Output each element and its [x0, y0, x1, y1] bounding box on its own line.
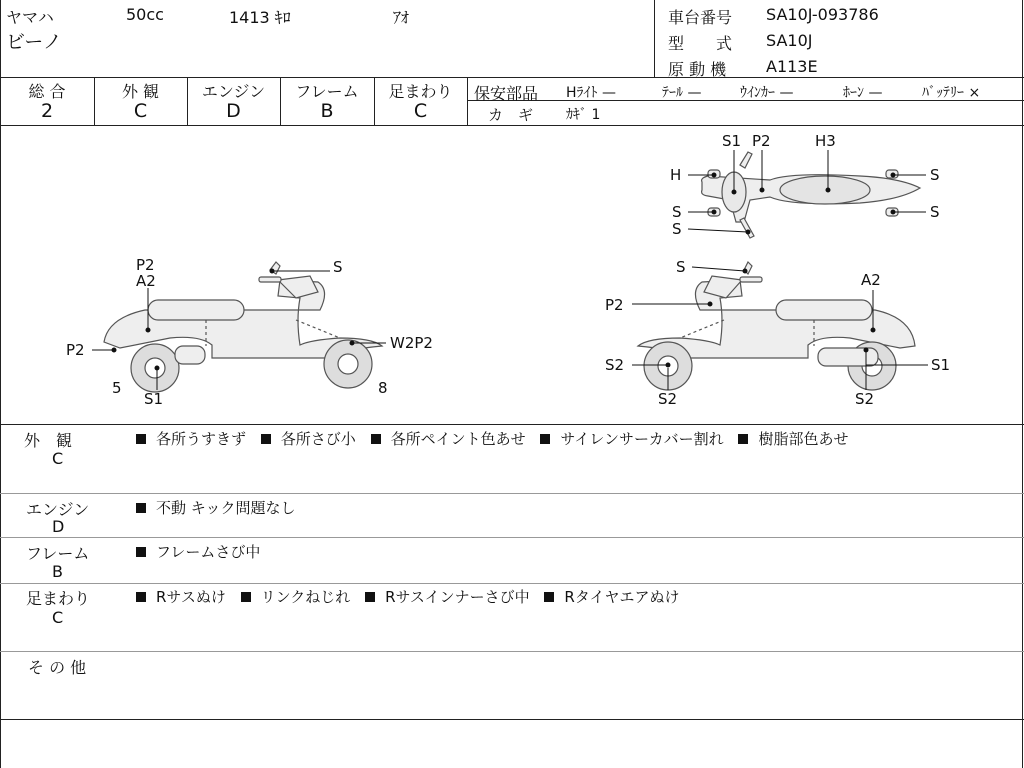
safety-headlight: Hﾗｲﾄ —	[566, 85, 616, 101]
note-title-engine: エンジン	[26, 500, 90, 519]
label-right-a2: A2	[861, 271, 881, 289]
label-top-s-right-top: S	[930, 166, 940, 184]
safety-winker: ｳｲﾝｶｰ —	[740, 85, 794, 101]
grade-value-overall: 2	[40, 100, 54, 122]
bullet-icon	[136, 592, 146, 602]
label-right-s2-bot-left: S2	[658, 390, 678, 408]
label-left-p2-top: P2	[136, 256, 155, 274]
scooter-diagram	[0, 126, 1024, 424]
grade-value-exterior: C	[133, 100, 148, 122]
safety-horn: ﾎｰﾝ —	[843, 85, 883, 101]
grade-label-suspension: 足まわり	[388, 82, 453, 101]
bullet-icon	[136, 434, 146, 444]
note-grade-engine: D	[52, 517, 65, 536]
mileage: 1413 ｷﾛ	[229, 8, 291, 27]
divider-note-2	[0, 537, 1024, 538]
grade-label-frame: フレーム	[295, 82, 359, 101]
grade-divider-5	[467, 77, 468, 126]
engine-value: A113E	[766, 57, 818, 76]
bullet-icon	[136, 503, 146, 513]
bullet-icon	[241, 592, 251, 602]
safety-battery: ﾊﾞｯﾃﾘｰ ×	[922, 85, 981, 101]
displacement: 50cc	[126, 5, 164, 24]
label-left-s: S	[333, 258, 343, 276]
frame-no-label: 車台番号	[668, 8, 733, 27]
label-top-p2: P2	[752, 132, 771, 150]
note-grade-frame: B	[52, 562, 63, 581]
label-left-5: 5	[112, 379, 122, 397]
note-items-frame: フレームさび中	[136, 541, 270, 562]
label-right-s1: S1	[931, 356, 951, 374]
bullet-icon	[261, 434, 271, 444]
note-grade-suspension: C	[52, 608, 64, 627]
label-top-s1: S1	[722, 132, 742, 150]
key-value: ｶｷﾞ 1	[566, 107, 601, 123]
safety-label: 保安部品	[474, 84, 539, 103]
key-label: カ ギ	[488, 106, 534, 124]
note-title-frame: フレーム	[26, 544, 90, 563]
divider-note-5	[0, 719, 1024, 720]
note-title-other: そ の 他	[28, 658, 87, 677]
bullet-icon	[544, 592, 554, 602]
type-label: 型 式	[668, 34, 733, 53]
label-left-s1: S1	[144, 390, 164, 408]
divider-note-1	[0, 493, 1024, 494]
note-title-suspension: 足まわり	[26, 589, 91, 608]
engine-label: 原 動 機	[668, 60, 727, 79]
note-items-exterior: 各所うすきず 各所さび小 各所ペイント色あせ サイレンサーカバー割れ 樹脂部色あせ	[136, 428, 858, 449]
header-divider	[654, 0, 655, 78]
divider-grades-top	[0, 77, 1024, 78]
label-right-p2: P2	[605, 296, 624, 314]
label-left-w2p2: W2P2	[390, 334, 433, 352]
note-title-exterior: 外 観	[24, 431, 73, 450]
divider-note-4	[0, 651, 1024, 652]
label-left-p2: P2	[66, 341, 85, 359]
label-left-8: 8	[378, 379, 388, 397]
label-right-s2-left: S2	[605, 356, 625, 374]
label-left-a2: A2	[136, 272, 156, 290]
type-value: SA10J	[766, 31, 813, 50]
bullet-icon	[136, 547, 146, 557]
label-top-s-right-bot: S	[930, 203, 940, 221]
model-name: ビーノ	[6, 31, 62, 53]
frame-no: SA10J-093786	[766, 5, 879, 24]
safety-tail: ﾃｰﾙ —	[662, 85, 702, 101]
divider-note-3	[0, 583, 1024, 584]
grade-value-engine: D	[226, 100, 241, 122]
grade-value-frame: B	[320, 100, 334, 122]
label-right-s2-bot-right: S2	[855, 390, 875, 408]
grade-label-overall: 総 合	[28, 82, 66, 101]
note-items-suspension: Rサスぬけ リンクねじれ Rサスインナーさび中 Rタイヤエアぬけ	[136, 586, 690, 607]
bullet-icon	[540, 434, 550, 444]
grade-label-engine: エンジン	[201, 82, 266, 101]
label-top-h3: H3	[815, 132, 836, 150]
grade-value-suspension: C	[413, 100, 428, 122]
maker: ヤマハ	[6, 8, 54, 27]
bullet-icon	[371, 434, 381, 444]
color: ｱｵ	[393, 8, 410, 27]
note-items-engine: 不動 キック問題なし	[136, 497, 305, 518]
divider-diagram-bottom	[0, 424, 1024, 425]
label-right-s: S	[676, 258, 686, 276]
grade-label-exterior: 外 観	[121, 82, 160, 101]
label-top-s-bottom: S	[672, 220, 682, 238]
bullet-icon	[365, 592, 375, 602]
bullet-icon	[738, 434, 748, 444]
label-top-h: H	[670, 166, 682, 184]
note-grade-exterior: C	[52, 449, 64, 468]
label-top-s-left: S	[672, 203, 682, 221]
